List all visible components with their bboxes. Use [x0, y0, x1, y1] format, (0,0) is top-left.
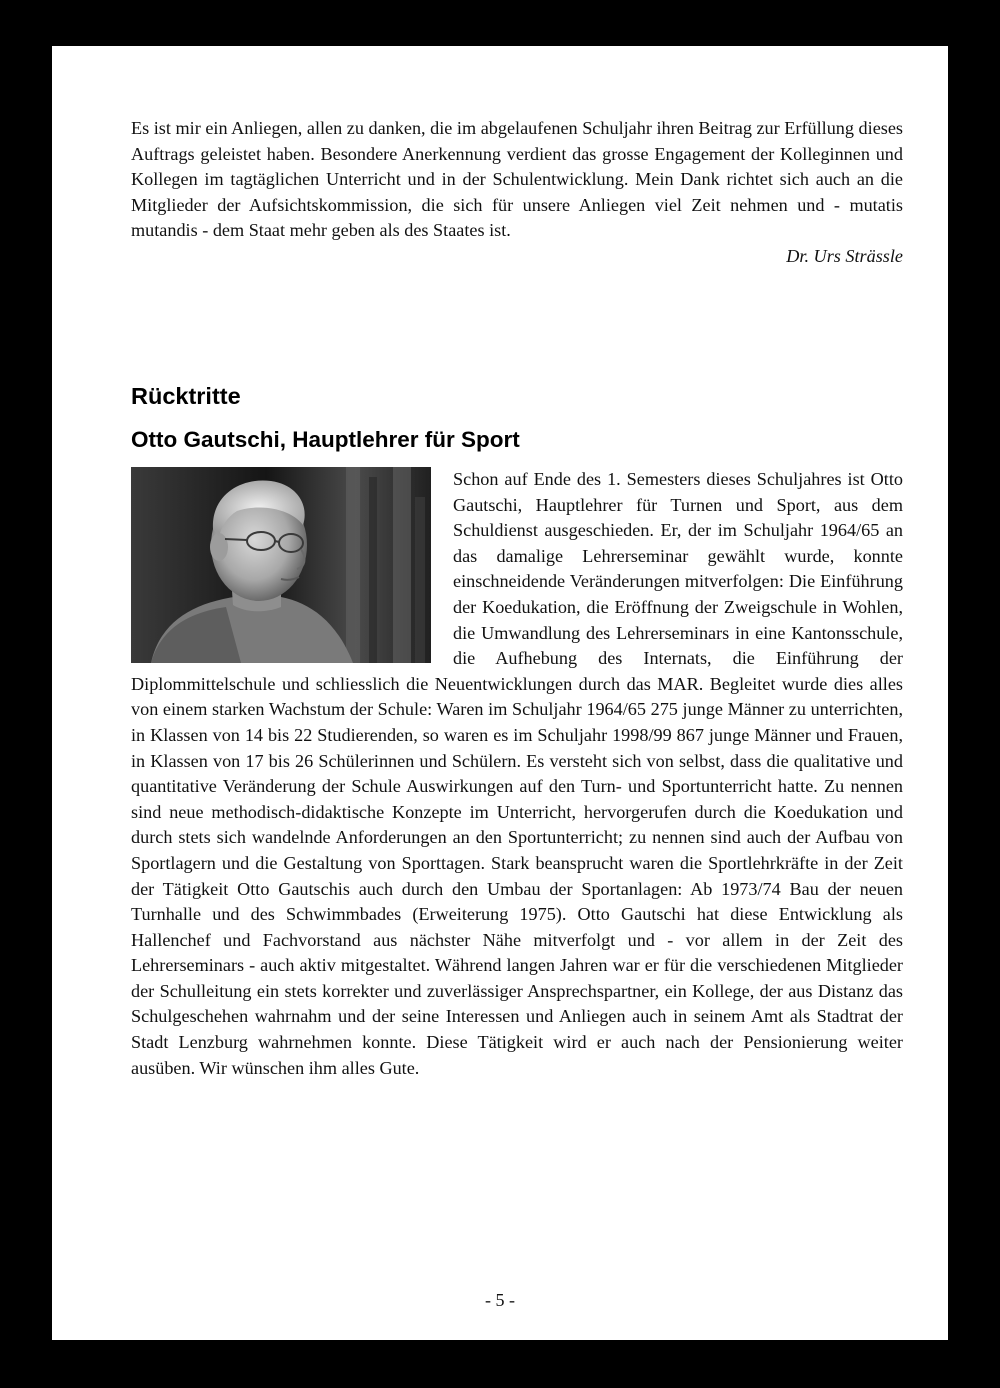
- article-body-block: [131, 467, 903, 1081]
- article-body: Schon auf Ende des 1. Semesters dieses Schuljahres ist Otto Gautschi, Hauptlehrer für Turnen und Sport, aus dem Schuldienst ausgeschieden. Er, der im Schuljahr 1964/65 an das damalige Lehrerseminar gewählt wurde, konnte einschneidende Veränderungen mitverfolgen: Die Einführung der Koedukation, die Eröffnung der Zweigschule in Wohlen, die Umwandlung des Lehrerseminars in eine Kantonsschule, die Aufhebung des Internats, die Einführung der Diplommittelschule und schliesslich die Neuentwicklungen durch das MAR. Begleitet wurde dies alles von einem starken Wachstum der Schule: Waren im Schuljahr 1964/65 275 junge Männer zu unterrichten, in Klassen von 14 bis 22 Studierenden, so waren es im Schuljahr 1998/99 867 junge Männer und Frauen, in Klassen von 17 bis 26 Schülerinnen und Schülern. Es versteht sich von selbst, dass die qualitative und quantitative Veränderung der Schule Auswirkungen auf den Turn- und Sportunterricht hatte. Zu nennen sind neue methodisch-didaktische Konzepte im Unterricht, hervorgerufen durch die Koedukation und durch stets sich wandelnde Anforderungen an den Sportunterricht; zu nennen sind auch der Aufbau von Sportlagern und die Gestaltung von Sporttagen. Stark beansprucht waren die Sportlehrkräfte in der Zeit der Tätigkeit Otto Gautschis auch durch den Umbau der Sportanlagen: Ab 1973/74 Bau der neuen Turnhalle und des Schwimmbades (Erweiterung 1975). Otto Gautschi hat diese Entwicklung als Hallenchef und Fachvorstand aus nächster Nähe mitverfolgt und - vor allem in der Zeit des Lehrerseminars - auch aktiv mitgestaltet. Während langen Jahren war er für die verschiedenen Mitglieder der Schulleitung ein stets korrekter und zuverlässiger Ansprechspartner, ein Kollege, der aus Distanz das Schulgeschehen wahrnahm und der seine Interessen und Anliegen auch in seinem Amt als Stadtrat der Stadt Lenzburg wahrnehmen konnte. Diese Tätigkeit wird er auch nach der Pensionierung weiter ausüben. Wir wünschen ihm alles Gute.: [131, 469, 903, 1078]
- signature: Dr. Urs Strässle: [786, 245, 903, 266]
- intro-paragraph: Es ist mir ein Anliegen, allen zu danken, die im abgelaufenen Schuljahr ihren Beitrag zur Erfüllung dieses Auftrags geleistet haben. Besondere Anerkennung verdient das grosse Engagement der Kolleginnen und Kollegen im tagtäglichen Unterricht und in der Schulentwicklung. Mein Dank richtet sich auch an die Mitglieder der Aufsichtskommission, die sich für unsere Anliegen viel Zeit nehmen und - mutatis mutandis - dem Staat mehr geben als des Staates ist.: [131, 118, 903, 241]
- page-content: [131, 116, 903, 1078]
- portrait-photo: [131, 467, 431, 663]
- document-page: [52, 46, 948, 1340]
- section-title: Rücktritte: [131, 383, 241, 409]
- article-title: Otto Gautschi, Hauptlehrer für Sport: [131, 427, 520, 452]
- portrait-photo-graphic: [131, 467, 431, 663]
- page-number: - 5 -: [485, 1290, 515, 1310]
